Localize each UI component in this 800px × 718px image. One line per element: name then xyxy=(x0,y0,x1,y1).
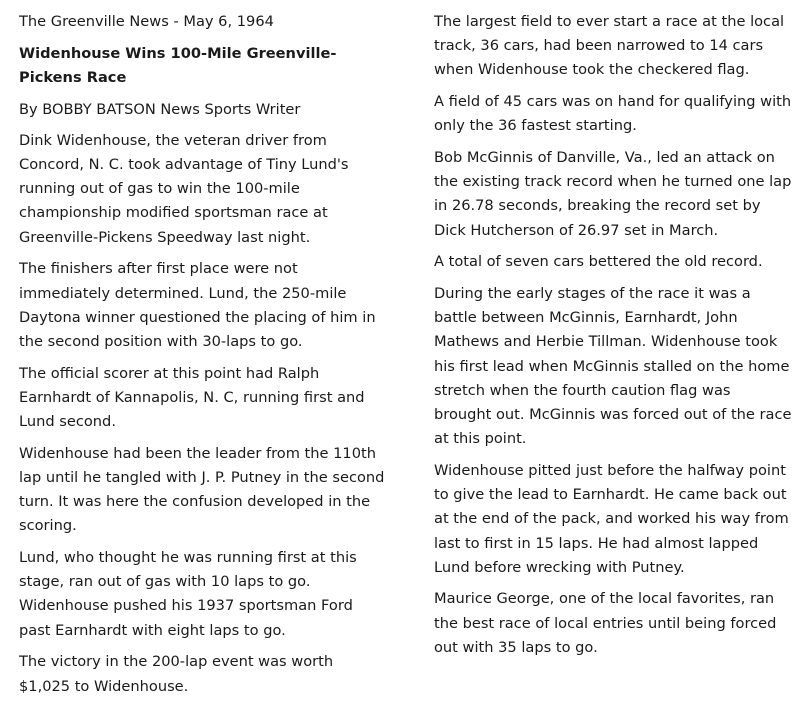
article-paragraph: A total of seven cars bettered the old record. xyxy=(434,253,763,271)
article-paragraph: Maurice George, one of the local favorites, ran the best race of local entries until being forced out with 35 laps to go. xyxy=(434,590,777,656)
article-paragraph: During the early stages of the race it was a battle between McGinnis, Earnhardt, John Mathews and Herbie Tillman. Widenhouse took his first lead when McGinnis stalled on the home stretch when the fourth caution flag was brought out. McGinnis was forced out of the race at this point. xyxy=(434,285,792,448)
article-paragraph: The official scorer at this point had Ralph Earnhardt of Kannapolis, N. C, running first and Lund second. xyxy=(19,364,365,431)
article-paragraph: Dink Widenhouse, the veteran driver from Concord, N. C. took advantage of Tiny Lund's running out of gas to win the 100-mile championship modified sportsman race at Greenville-Pickens Speedway last night. xyxy=(19,131,349,246)
article-paragraph: Bob McGinnis of Danville, Va., led an attack on the existing track record when he turned one lap in 26.78 seconds, breaking the record set by Dick Hutcherson of 26.97 set in March. xyxy=(434,149,792,239)
article-byline: By BOBBY BATSON News Sports Writer xyxy=(19,100,301,118)
article-paragraph: The finishers after first place were not immediately determined. Lund, the 250-mile Daytona winner questioned the placing of him in the second position with 30-laps to go. xyxy=(19,260,376,350)
article-source: The Greenville News - May 6, 1964 xyxy=(19,13,274,30)
article-headline: Widenhouse Wins 100-Mile Greenville-Pickens Race xyxy=(19,45,337,87)
left-column xyxy=(19,10,387,706)
right-column xyxy=(434,10,792,668)
article-paragraph: The victory in the 200-lap event was worth $1,025 to Widenhouse. xyxy=(19,653,334,695)
article-paragraph: The largest field to ever start a race at the local track, 36 cars, had been narrowed to 14 cars when Widenhouse took the checkered flag. xyxy=(434,13,785,79)
article-paragraph: A field of 45 cars was on hand for qualifying with only the 36 fastest starting. xyxy=(434,93,792,135)
article-paragraph: Lund, who thought he was running first at this stage, ran out of gas with 10 laps to go. Widenhouse pushed his 1937 sportsman Ford past Earnhardt with eight laps to go. xyxy=(19,549,357,639)
article-paragraph: Widenhouse had been the leader from the 110th lap until he tangled with J. P. Putney in the second turn. It was here the confusion developed in the scoring. xyxy=(19,444,385,535)
article-paragraph: Widenhouse pitted just before the halfway point to give the lead to Earnhardt. He came back out at the end of the pack, and worked his way from last to first in 15 laps. He had almost lapped Lund before wrecking with Putney. xyxy=(434,461,789,576)
